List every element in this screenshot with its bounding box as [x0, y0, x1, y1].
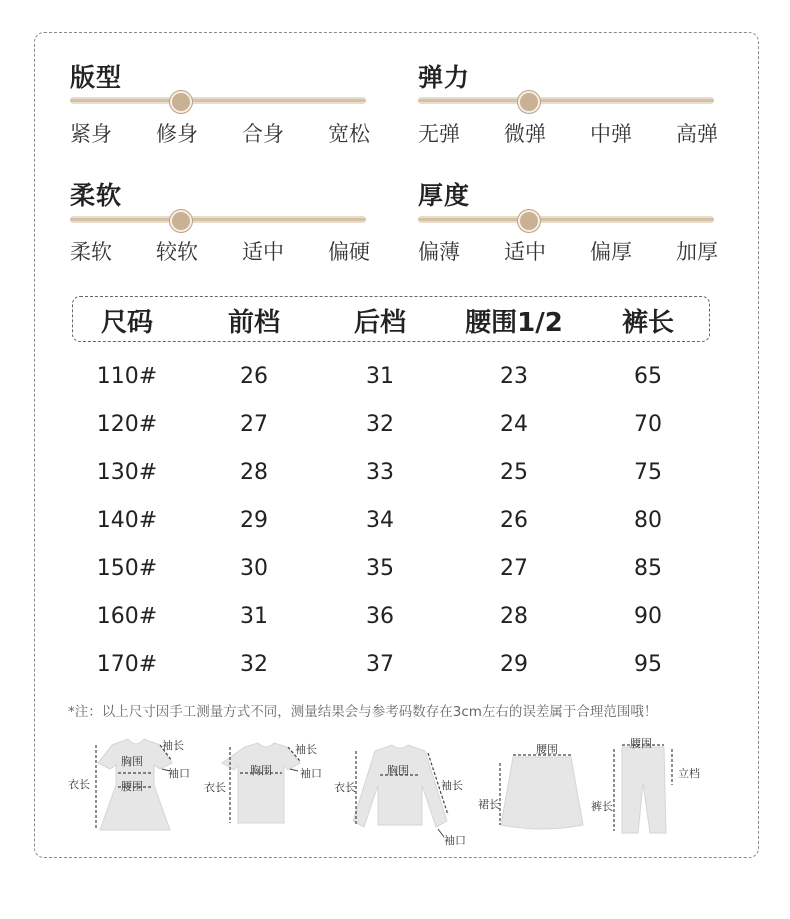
level-label: 适中 — [504, 240, 546, 264]
table-cell: 28 — [500, 604, 528, 629]
tshirt-diagram — [222, 743, 300, 823]
sweater-chest-label: 胸围 — [387, 764, 409, 777]
level-labels — [418, 236, 718, 266]
pants-diagram — [614, 745, 672, 833]
level-label: 适中 — [242, 240, 284, 264]
pants-length-label: 裤长 — [591, 800, 613, 813]
table-cell: 26 — [500, 508, 528, 533]
dress-length-label: 衣长 — [68, 778, 90, 791]
table-cell: 29 — [500, 652, 528, 677]
table-cell: 95 — [634, 652, 662, 677]
attr-elasticity — [418, 58, 718, 146]
table-cell: 150# — [96, 556, 158, 581]
attr-softness — [70, 176, 370, 264]
table-cell: 27 — [240, 412, 268, 437]
level-label: 较软 — [156, 240, 198, 264]
table-cell: 28 — [240, 460, 268, 485]
header-size: 尺码 — [100, 308, 153, 338]
level-label: 柔软 — [70, 240, 112, 264]
table-cell: 130# — [96, 460, 158, 485]
level-label: 偏厚 — [590, 240, 632, 264]
table-cell: 170# — [96, 652, 158, 677]
slider-knob — [170, 91, 192, 113]
level-label: 紧身 — [70, 122, 112, 146]
table-cell: 23 — [500, 364, 528, 389]
table-cell: 36 — [366, 604, 394, 629]
table-cell: 31 — [240, 604, 268, 629]
table-cell: 110# — [96, 364, 158, 389]
measurement-note: *注：以上尺寸因手工测量方式不同，测量结果会与参考码数存在3cm左右的误差属于合理范围哦！ — [68, 704, 658, 720]
table-cell: 33 — [366, 460, 394, 485]
skirt-length-label: 裙长 — [478, 798, 500, 811]
attr-title: 弹力 — [418, 63, 471, 92]
table-cell: 140# — [96, 508, 158, 533]
table-cell: 70 — [634, 412, 662, 437]
table-cell: 65 — [634, 364, 662, 389]
table-cell: 160# — [96, 604, 158, 629]
dress-waist-label: 腰围 — [121, 780, 143, 793]
table-cell: 31 — [366, 364, 394, 389]
attr-fit — [70, 58, 370, 146]
level-label: 微弹 — [504, 122, 546, 146]
table-cell: 34 — [366, 508, 394, 533]
level-label: 修身 — [156, 122, 198, 146]
tshirt-sleeve-label: 袖长 — [295, 743, 317, 756]
table-cell: 35 — [366, 556, 394, 581]
thickness-slider — [418, 216, 714, 223]
skirt-diagram — [500, 755, 583, 829]
header-back-rise: 后档 — [353, 308, 406, 338]
sweater-sleeve-label: 袖长 — [441, 779, 463, 792]
fit-slider — [70, 97, 366, 104]
table-cell: 75 — [634, 460, 662, 485]
header-pants-length: 裤长 — [621, 308, 674, 338]
pants-rise-label: 立档 — [678, 767, 700, 780]
level-labels — [70, 236, 370, 266]
header-half-waist: 腰围1/2 — [465, 308, 563, 338]
level-label: 宽松 — [328, 122, 370, 146]
table-cell: 37 — [366, 652, 394, 677]
dress-cuff-label: 袖口 — [168, 767, 190, 780]
header-front-rise: 前档 — [227, 308, 280, 338]
level-label: 偏薄 — [418, 240, 460, 264]
garment-diagrams — [0, 725, 790, 855]
level-label: 合身 — [242, 122, 284, 146]
table-cell: 80 — [634, 508, 662, 533]
softness-slider — [70, 216, 366, 223]
table-cell: 32 — [240, 652, 268, 677]
table-cell: 32 — [366, 412, 394, 437]
table-cell: 29 — [240, 508, 268, 533]
table-cell: 30 — [240, 556, 268, 581]
tshirt-cuff-label: 袖口 — [300, 767, 322, 780]
slider-knob — [518, 91, 540, 113]
slider-knob — [170, 210, 192, 232]
tshirt-length-label: 衣长 — [204, 781, 226, 794]
table-cell: 25 — [500, 460, 528, 485]
table-cell: 90 — [634, 604, 662, 629]
table-cell: 24 — [500, 412, 528, 437]
tshirt-chest-label: 胸围 — [250, 764, 272, 777]
level-labels — [418, 118, 718, 148]
level-label: 高弹 — [676, 122, 718, 146]
level-label: 无弹 — [418, 122, 460, 146]
level-label: 加厚 — [676, 240, 718, 264]
attr-title: 版型 — [70, 63, 123, 92]
dress-chest-label: 胸围 — [121, 755, 143, 768]
level-label: 中弹 — [590, 122, 632, 146]
attr-title: 厚度 — [418, 181, 471, 210]
table-cell: 27 — [500, 556, 528, 581]
sweater-length-label: 衣长 — [334, 781, 356, 794]
slider-knob — [518, 210, 540, 232]
sweater-cuff-label: 袖口 — [444, 834, 466, 847]
pants-waist-label: 腰围 — [630, 737, 652, 750]
dress-sleeve-label: 袖长 — [162, 739, 184, 752]
attr-title: 柔软 — [70, 181, 123, 210]
skirt-waist-label: 腰围 — [536, 743, 558, 756]
table-cell: 120# — [96, 412, 158, 437]
level-label: 偏硬 — [328, 240, 370, 264]
attr-thickness — [418, 176, 718, 264]
sweater-diagram — [353, 745, 448, 837]
level-labels — [70, 118, 370, 148]
elasticity-slider — [418, 97, 714, 104]
table-cell: 85 — [634, 556, 662, 581]
table-cell: 26 — [240, 364, 268, 389]
